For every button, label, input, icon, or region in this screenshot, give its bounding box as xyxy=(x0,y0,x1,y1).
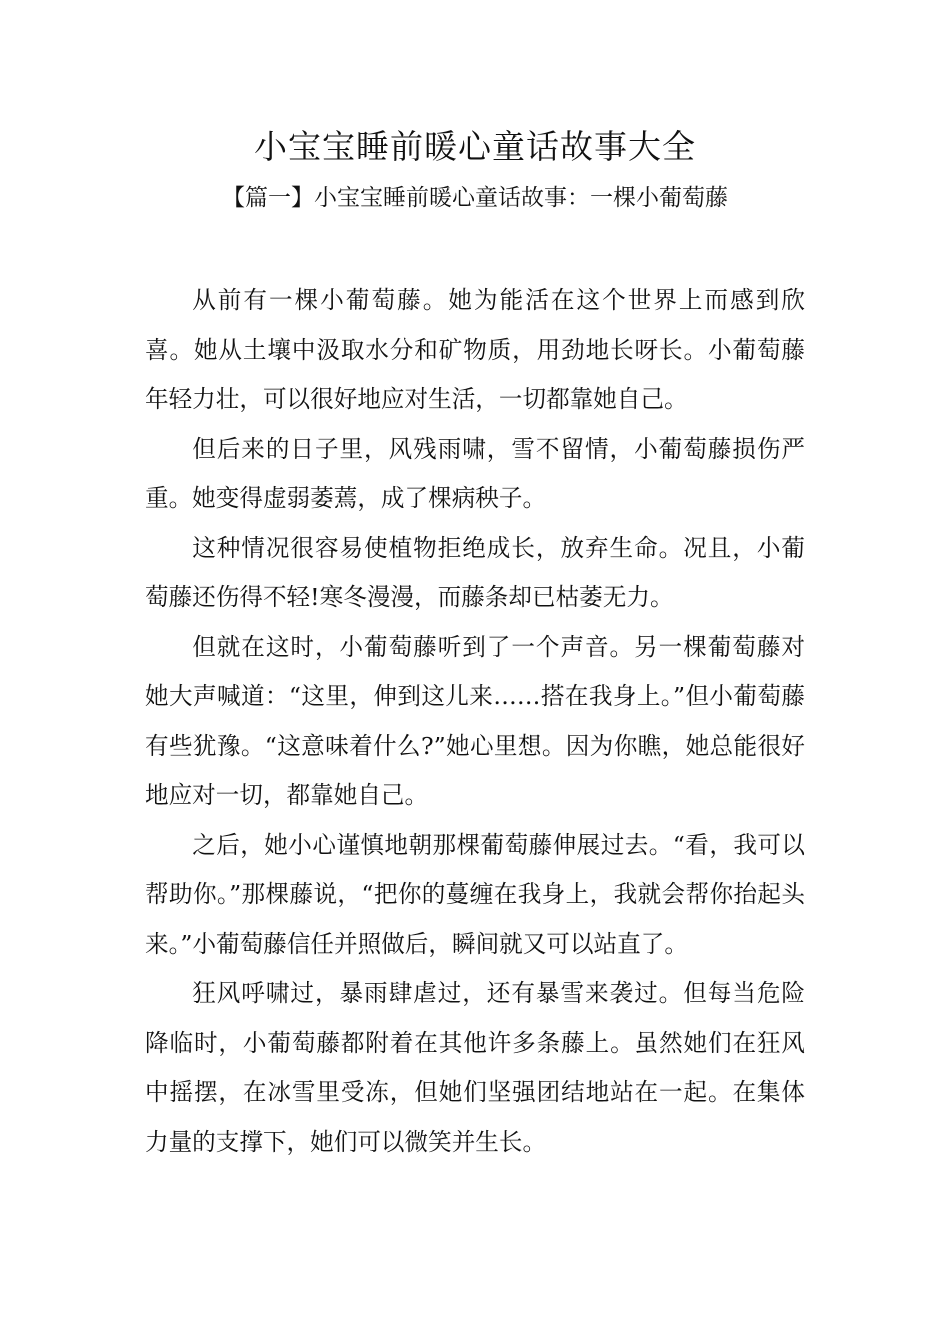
story-paragraph: 从前有一棵小葡萄藤。她为能活在这个世界上而感到欣喜。她从土壤中汲取水分和矿物质，用劲地长呀长。小葡萄藤年轻力壮，可以很好地应对生活，一切都靠她自己。 xyxy=(145,286,805,413)
story-paragraph: 之后，她小心谨慎地朝那棵葡萄藤伸展过去。“看，我可以帮助你。”那棵藤说，“把你的蔓缠在我身上，我就会帮你抬起头来。”小葡萄藤信任并照做后，瞬间就又可以站直了。 xyxy=(145,830,805,958)
document-title: 小宝宝睡前暖心童话故事大全 xyxy=(254,127,696,166)
story-body xyxy=(145,276,805,1167)
story-paragraph: 但后来的日子里，风残雨啸，雪不留情，小葡萄藤损伤严重。她变得虚弱萎蔫，成了棵病秧子。 xyxy=(145,434,805,512)
document-subtitle: 【篇一】小宝宝睡前暖心童话故事：一棵小葡萄藤 xyxy=(222,185,728,211)
story-paragraph: 狂风呼啸过，暴雨肆虐过，还有暴雪来袭过。但每当危险降临时，小葡萄藤都附着在其他许多条藤上。虽然她们在狂风中摇摆，在冰雪里受冻，但她们坚强团结地站在一起。在集体力量的支撑下，她们可以微笑并生长。 xyxy=(145,979,805,1156)
story-paragraph: 这种情况很容易使植物拒绝成长，放弃生命。况且，小葡萄藤还伤得不轻!寒冬漫漫，而藤条却已枯萎无力。 xyxy=(145,533,805,611)
story-paragraph: 但就在这时，小葡萄藤听到了一个声音。另一棵葡萄藤对她大声喊道：“这里，伸到这儿来……搭在我身上。”但小葡萄藤有些犹豫。“这意味着什么?”她心里想。因为你瞧，她总能很好地应对一切，都靠她自己。 xyxy=(145,632,805,809)
